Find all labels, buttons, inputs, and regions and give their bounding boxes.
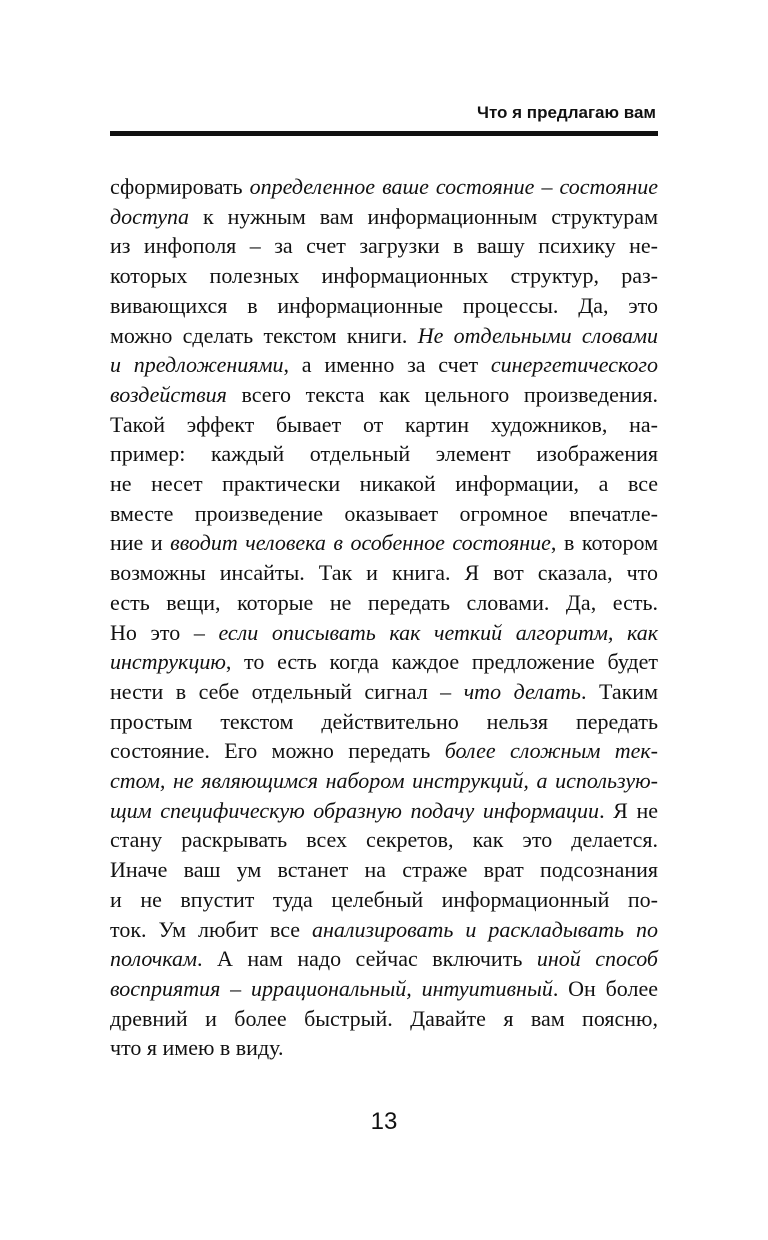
italic-segment: воздействия [110,381,227,407]
text-line [110,261,658,291]
text-line [110,410,658,440]
italic-segment: и предложениями [110,352,284,378]
text-segment: древний и более быстрый. Давайте я вам поясню, [110,1005,658,1031]
text-segment: вместе произведение оказывает огромное впечатле- [110,500,658,526]
text-line [110,944,658,974]
text-segment: которых полезных информационных структур, раз- [110,263,658,289]
italic-segment: щим специфическую образную подачу информации [110,797,600,823]
text-line [110,321,658,351]
header-rule [110,131,658,136]
text-segment: не несет практически никакой информации, а все [110,471,658,497]
text-segment: . А нам надо сейчас включить [197,946,537,972]
text-segment: Иначе ваш ум встанет на страже врат подсознания [110,857,658,883]
text-segment: есть вещи, которые не передать словами. Да, есть. [110,589,658,615]
page-number: 13 [370,1108,398,1135]
italic-segment: что делать [463,678,581,704]
text-line [110,469,658,499]
text-segment: можно сделать текстом книги. [110,322,418,348]
text-segment: , а именно за счет [283,352,491,378]
text-line [110,915,658,945]
text-segment: ние и [110,530,171,556]
italic-segment: иной способ [536,946,659,972]
text-segment: пример: каждый отдельный элемент изображения [110,441,658,467]
text-line [110,618,658,648]
text-segment: что я имею в виду. [110,1035,284,1061]
text-line [110,766,658,796]
text-segment: ток. Ум любит все [110,916,313,942]
italic-segment: Не отдельными словами [417,322,658,348]
text-segment: – [534,174,560,199]
text-line [110,588,658,618]
text-segment: нести в себе отдельный сигнал – [110,678,464,704]
italic-segment: состояние [559,174,659,199]
text-line [110,380,658,410]
text-segment: Такой эффект бывает от картин художников, на- [110,411,658,437]
italic-segment: анализировать и раскладывать по [312,916,658,942]
text-line [110,558,658,588]
text-line [110,1004,658,1034]
text-line [110,974,658,1004]
italic-segment: синергетического [490,352,659,378]
text-segment: вивающихся в информационные процессы. Да, это [110,292,658,318]
text-line [110,796,658,826]
text-segment: . Таким [580,678,658,704]
text-segment: из инфополя – за счет загрузки в вашу психику не- [110,233,658,259]
italic-segment: если описывать как четкий алгоритм, как [218,619,659,645]
text-line [110,825,658,855]
body-text [110,172,658,1063]
text-line [110,647,658,677]
text-line [110,1033,658,1063]
text-segment: Но это – [110,619,219,645]
text-segment: стану раскрывать всех секретов, как это делается. [110,827,658,853]
text-segment: , то есть когда каждое предложение будет [225,649,658,675]
text-line [110,885,658,915]
italic-segment: вводит человека в особенное состояние [170,530,551,556]
text-segment: . Он более [552,975,658,1001]
italic-segment: восприятия – иррациональный, интуитивный [110,975,553,1001]
text-line [110,231,658,261]
text-segment: сформировать [110,174,250,199]
text-segment: возможны инсайты. Так и книга. Я вот сказала, что [110,560,658,586]
text-segment: простым текстом действительно нельзя передать [110,708,658,734]
text-segment: состояние. Его можно передать [110,738,445,764]
italic-segment: более сложным тек- [444,738,658,764]
text-segment: . Я не [599,797,658,823]
text-line [110,439,658,469]
text-segment: всего текста как цельного произведения. [226,381,658,407]
text-line [110,855,658,885]
running-head: Что я предлагаю вам [477,103,656,122]
text-line [110,707,658,737]
italic-segment: определенное ваше состояние [249,174,535,199]
text-line [110,528,658,558]
text-segment: и не впустит туда целебный информационный по- [110,886,658,912]
italic-segment: полочкам [110,946,198,972]
text-line [110,499,658,529]
text-line [110,736,658,766]
italic-segment: доступа [110,203,189,229]
text-line [110,677,658,707]
text-segment: к нужным вам информационным структурам [189,203,658,229]
text-line [110,291,658,321]
text-segment: , в котором [550,530,658,556]
text-line [110,172,658,202]
text-line [110,202,658,232]
text-line [110,350,658,380]
italic-segment: инструкцию [110,649,226,675]
italic-segment: стом, не являющимся набором инструкций, а использую- [110,768,658,794]
